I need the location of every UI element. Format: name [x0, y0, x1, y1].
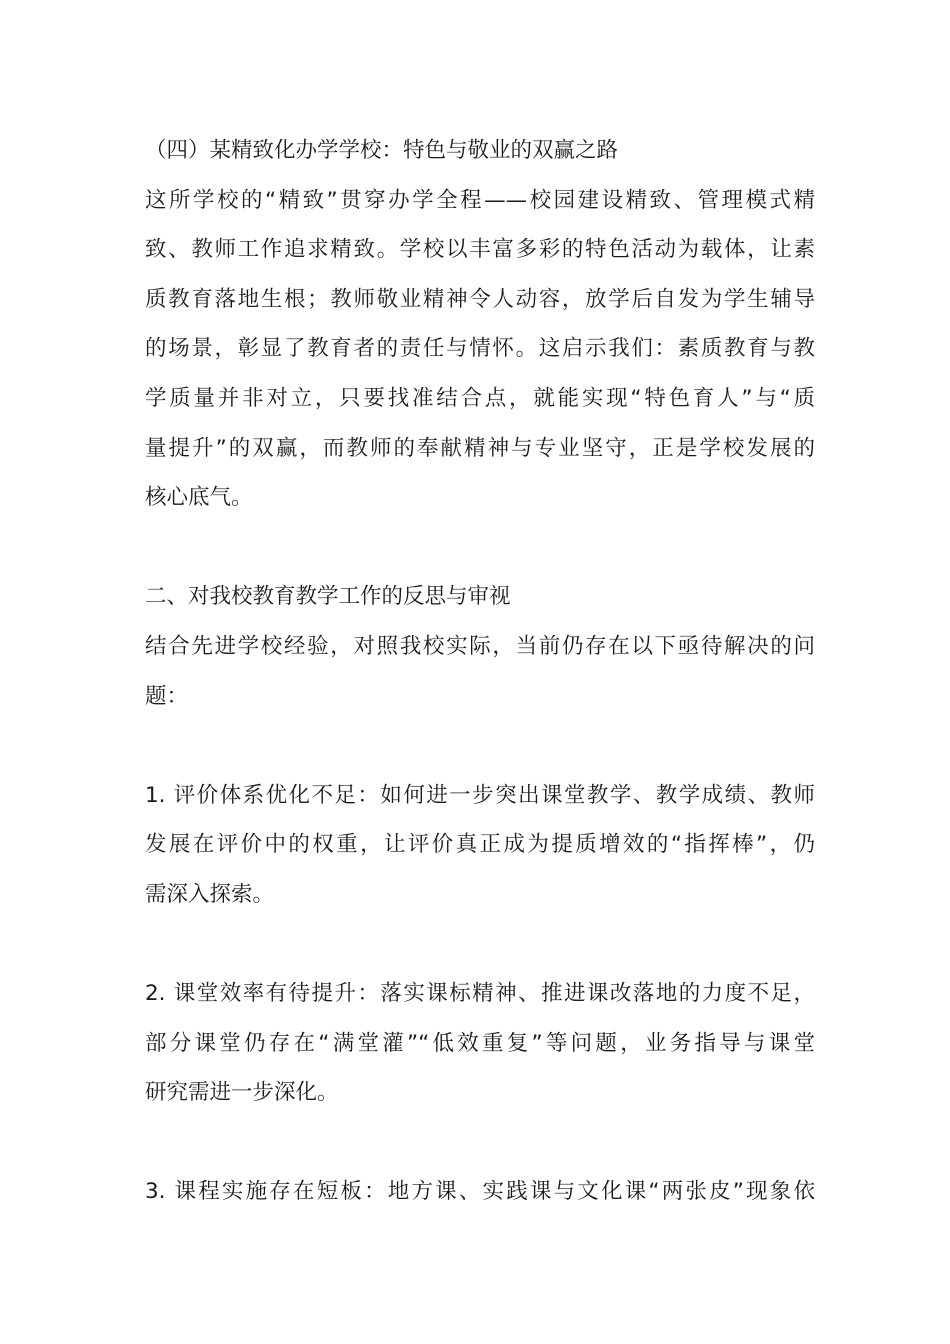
- blank-line: [145, 523, 815, 573]
- document-page: [145, 126, 815, 1217]
- paragraph-line: 的场景，彰显了教育者的责任与情怀。这启示我们：素质教育与教: [145, 336, 815, 362]
- paragraph-line: 量提升”的双赢，而教师的奉献精神与专业坚守，正是学校发展的: [145, 435, 815, 461]
- paragraph-line: 这所学校的“精致”贯穿办学全程——校园建设精致、管理模式精: [145, 187, 815, 213]
- paragraph-line: 核心底气。: [145, 485, 253, 511]
- blank-line: [145, 920, 815, 970]
- paragraph-line: 致、教师工作追求精致。学校以丰富多彩的特色活动为载体，让素: [145, 237, 815, 263]
- list-item-3: [145, 1167, 815, 1217]
- paragraph-line: 题：: [145, 683, 189, 709]
- list-item-2: [145, 969, 815, 1118]
- part-two-heading: 二、对我校教育教学工作的反思与审视: [145, 584, 511, 610]
- paragraph-line: 2. 课堂效率有待提升：落实课标精神、推进课改落地的力度不足，: [145, 981, 815, 1007]
- blank-line: [145, 721, 815, 771]
- paragraph-line: 1. 评价体系优化不足：如何进一步突出课堂教学、教学成绩、教师: [145, 782, 815, 808]
- paragraph-line: 发展在评价中的权重，让评价真正成为提质增效的“指挥棒”，仍: [145, 832, 815, 858]
- paragraph-line: 3. 课程实施存在短板：地方课、实践课与文化课“两张皮”现象依: [145, 1179, 815, 1205]
- section-four-heading: （四）某精致化办学学校：特色与敬业的双赢之路: [145, 138, 619, 163]
- paragraph-line: 研究需进一步深化。: [145, 1080, 339, 1106]
- paragraph-line: 学质量并非对立，只要找准结合点，就能实现“特色育人”与“质: [145, 385, 815, 411]
- paragraph-line: 部分课堂仍存在“满堂灌”“低效重复”等问题，业务指导与课堂: [145, 1030, 815, 1056]
- part-two: [145, 572, 815, 721]
- list-item-1: [145, 771, 815, 920]
- blank-line: [145, 1118, 815, 1168]
- section-four: [145, 126, 815, 523]
- paragraph-line: 结合先进学校经验，对照我校实际，当前仍存在以下亟待解决的问: [145, 633, 815, 659]
- paragraph-line: 质教育落地生根；教师敬业精神令人动容，放学后自发为学生辅导: [145, 286, 815, 312]
- paragraph-line: 需深入探索。: [145, 881, 275, 907]
